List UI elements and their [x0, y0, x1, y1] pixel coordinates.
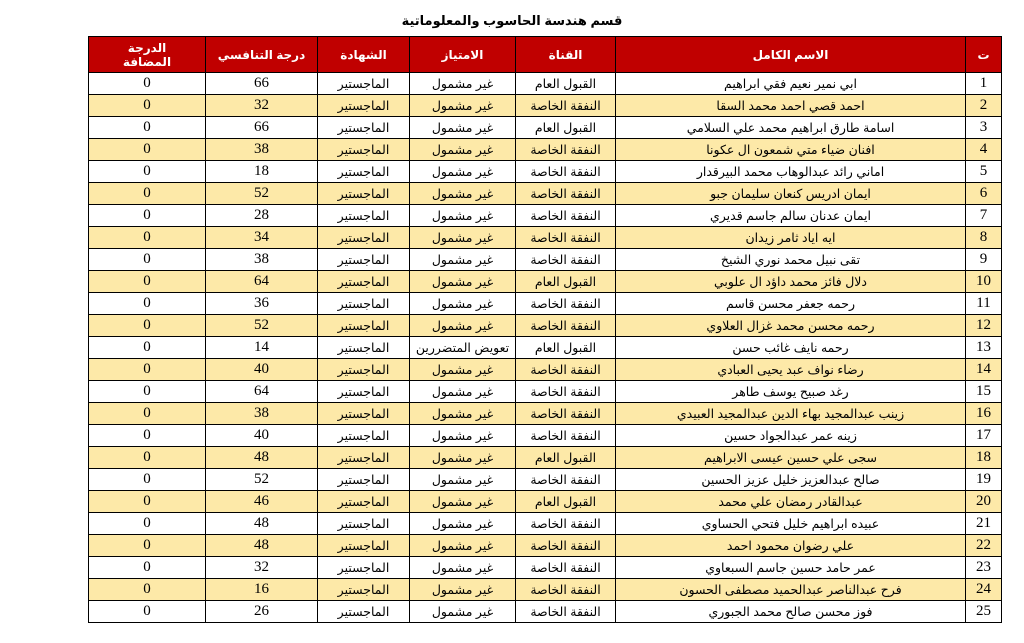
cell-privilege: غير مشمول [410, 205, 516, 227]
cell-channel: النفقة الخاصة [516, 249, 616, 271]
cell-channel: النفقة الخاصة [516, 161, 616, 183]
cell-channel: القبول العام [516, 117, 616, 139]
cell-certificate: الماجستير [318, 139, 410, 161]
cell-certificate: الماجستير [318, 601, 410, 623]
cell-channel: النفقة الخاصة [516, 535, 616, 557]
cell-name: صالح عبدالعزيز خليل عزيز الحسين [616, 469, 966, 491]
cell-privilege: غير مشمول [410, 579, 516, 601]
cell-score: 46 [206, 491, 318, 513]
cell-score: 52 [206, 469, 318, 491]
cell-certificate: الماجستير [318, 403, 410, 425]
cell-score: 38 [206, 249, 318, 271]
cell-name: رحمه نايف غائب حسن [616, 337, 966, 359]
cell-channel: النفقة الخاصة [516, 579, 616, 601]
cell-name: ايمان ادريس كنعان سليمان جبو [616, 183, 966, 205]
cell-added: 0 [89, 117, 206, 139]
cell-certificate: الماجستير [318, 271, 410, 293]
cell-name: فرح عبدالناصر عبدالحميد مصطفى الحسون [616, 579, 966, 601]
cell-name: اسامة طارق ابراهيم محمد علي السلامي [616, 117, 966, 139]
cell-num: 9 [966, 249, 1002, 271]
cell-name: عبيده ابراهيم خليل فتحي الحساوي [616, 513, 966, 535]
cell-name: ايمان عدنان سالم جاسم قديري [616, 205, 966, 227]
cell-certificate: الماجستير [318, 337, 410, 359]
cell-privilege: غير مشمول [410, 183, 516, 205]
cell-added: 0 [89, 205, 206, 227]
cell-certificate: الماجستير [318, 491, 410, 513]
cell-name: دلال فائز محمد داؤد ال علوبي [616, 271, 966, 293]
cell-certificate: الماجستير [318, 183, 410, 205]
header-added-line1: الدرجة [127, 40, 167, 55]
cell-num: 5 [966, 161, 1002, 183]
cell-added: 0 [89, 293, 206, 315]
cell-certificate: الماجستير [318, 447, 410, 469]
cell-privilege: غير مشمول [410, 315, 516, 337]
cell-score: 16 [206, 579, 318, 601]
cell-added: 0 [89, 513, 206, 535]
cell-added: 0 [89, 161, 206, 183]
cell-num: 14 [966, 359, 1002, 381]
cell-name: احمد قصي احمد محمد السقا [616, 95, 966, 117]
table-row [89, 425, 1002, 447]
cell-name: عبدالقادر رمضان علي محمد [616, 491, 966, 513]
cell-privilege: غير مشمول [410, 139, 516, 161]
header-num: ت [966, 37, 1002, 73]
table-body [89, 73, 1002, 623]
cell-channel: النفقة الخاصة [516, 227, 616, 249]
header-added-line2: المضافة [122, 54, 172, 69]
cell-added: 0 [89, 271, 206, 293]
table-row [89, 491, 1002, 513]
cell-added: 0 [89, 557, 206, 579]
cell-channel: النفقة الخاصة [516, 403, 616, 425]
table-row [89, 337, 1002, 359]
cell-channel: القبول العام [516, 73, 616, 95]
table-row [89, 557, 1002, 579]
cell-added: 0 [89, 95, 206, 117]
cell-added: 0 [89, 403, 206, 425]
cell-certificate: الماجستير [318, 161, 410, 183]
cell-score: 40 [206, 359, 318, 381]
table-row [89, 117, 1002, 139]
cell-certificate: الماجستير [318, 249, 410, 271]
table-row [89, 271, 1002, 293]
cell-score: 36 [206, 293, 318, 315]
cell-name: رضاء نواف عبد يحيى العبادي [616, 359, 966, 381]
table-row [89, 139, 1002, 161]
cell-num: 22 [966, 535, 1002, 557]
cell-privilege: غير مشمول [410, 293, 516, 315]
cell-score: 64 [206, 381, 318, 403]
cell-added: 0 [89, 491, 206, 513]
cell-privilege: غير مشمول [410, 447, 516, 469]
cell-num: 15 [966, 381, 1002, 403]
cell-num: 17 [966, 425, 1002, 447]
cell-privilege: غير مشمول [410, 249, 516, 271]
cell-score: 34 [206, 227, 318, 249]
cell-privilege: غير مشمول [410, 513, 516, 535]
cell-num: 23 [966, 557, 1002, 579]
table-row [89, 403, 1002, 425]
cell-name: ايه اياد ثامر زيدان [616, 227, 966, 249]
cell-certificate: الماجستير [318, 513, 410, 535]
cell-privilege: غير مشمول [410, 227, 516, 249]
cell-channel: القبول العام [516, 271, 616, 293]
cell-score: 26 [206, 601, 318, 623]
table-row [89, 205, 1002, 227]
table-row [89, 293, 1002, 315]
table-row [89, 73, 1002, 95]
results-table [88, 36, 1002, 623]
cell-privilege: غير مشمول [410, 359, 516, 381]
cell-privilege: غير مشمول [410, 601, 516, 623]
cell-channel: النفقة الخاصة [516, 95, 616, 117]
cell-num: 10 [966, 271, 1002, 293]
cell-channel: النفقة الخاصة [516, 381, 616, 403]
cell-score: 38 [206, 403, 318, 425]
cell-privilege: غير مشمول [410, 73, 516, 95]
cell-privilege: غير مشمول [410, 403, 516, 425]
cell-score: 40 [206, 425, 318, 447]
cell-privilege: غير مشمول [410, 535, 516, 557]
cell-num: 20 [966, 491, 1002, 513]
cell-num: 7 [966, 205, 1002, 227]
cell-name: علي رضوان محمود احمد [616, 535, 966, 557]
cell-channel: النفقة الخاصة [516, 469, 616, 491]
header-row [89, 37, 1002, 73]
cell-num: 1 [966, 73, 1002, 95]
cell-score: 48 [206, 447, 318, 469]
table-row [89, 359, 1002, 381]
cell-name: زينه عمر عبدالجواد حسين [616, 425, 966, 447]
cell-privilege: غير مشمول [410, 557, 516, 579]
cell-name: زينب عبدالمجيد بهاء الدين عبدالمجيد العبيدي [616, 403, 966, 425]
cell-channel: النفقة الخاصة [516, 557, 616, 579]
cell-num: 4 [966, 139, 1002, 161]
cell-privilege: غير مشمول [410, 381, 516, 403]
cell-privilege: تعويض المتضررين [410, 337, 516, 359]
cell-certificate: الماجستير [318, 205, 410, 227]
table-row [89, 535, 1002, 557]
cell-num: 25 [966, 601, 1002, 623]
cell-score: 18 [206, 161, 318, 183]
page-title: قسم هندسة الحاسوب والمعلوماتية [401, 13, 623, 28]
cell-name: فوز محسن صالح محمد الجبوري [616, 601, 966, 623]
table-row [89, 249, 1002, 271]
cell-privilege: غير مشمول [410, 469, 516, 491]
cell-score: 48 [206, 535, 318, 557]
cell-score: 32 [206, 557, 318, 579]
table-row [89, 579, 1002, 601]
cell-added: 0 [89, 227, 206, 249]
cell-num: 6 [966, 183, 1002, 205]
table-row [89, 513, 1002, 535]
cell-added: 0 [89, 579, 206, 601]
cell-name: اماني رائد عبدالوهاب محمد البيرقدار [616, 161, 966, 183]
cell-certificate: الماجستير [318, 469, 410, 491]
header-name: الاسم الكامل [616, 37, 966, 73]
table-row [89, 381, 1002, 403]
cell-score: 28 [206, 205, 318, 227]
cell-name: رحمه جعفر محسن قاسم [616, 293, 966, 315]
table-row [89, 183, 1002, 205]
cell-added: 0 [89, 183, 206, 205]
cell-num: 2 [966, 95, 1002, 117]
cell-channel: النفقة الخاصة [516, 601, 616, 623]
table-row [89, 315, 1002, 337]
cell-num: 19 [966, 469, 1002, 491]
cell-certificate: الماجستير [318, 227, 410, 249]
cell-certificate: الماجستير [318, 579, 410, 601]
cell-certificate: الماجستير [318, 315, 410, 337]
header-score: درجة التنافسي [206, 37, 318, 73]
cell-added: 0 [89, 315, 206, 337]
cell-privilege: غير مشمول [410, 161, 516, 183]
cell-privilege: غير مشمول [410, 271, 516, 293]
cell-score: 64 [206, 271, 318, 293]
table-row [89, 447, 1002, 469]
cell-added: 0 [89, 249, 206, 271]
cell-channel: النفقة الخاصة [516, 425, 616, 447]
cell-added: 0 [89, 447, 206, 469]
cell-score: 52 [206, 183, 318, 205]
cell-num: 11 [966, 293, 1002, 315]
cell-added: 0 [89, 535, 206, 557]
cell-channel: النفقة الخاصة [516, 183, 616, 205]
cell-privilege: غير مشمول [410, 425, 516, 447]
cell-channel: النفقة الخاصة [516, 315, 616, 337]
cell-certificate: الماجستير [318, 535, 410, 557]
cell-added: 0 [89, 469, 206, 491]
cell-num: 3 [966, 117, 1002, 139]
cell-num: 24 [966, 579, 1002, 601]
cell-privilege: غير مشمول [410, 95, 516, 117]
cell-name: سجى علي حسين عيسى الابراهيم [616, 447, 966, 469]
cell-num: 16 [966, 403, 1002, 425]
cell-certificate: الماجستير [318, 73, 410, 95]
cell-certificate: الماجستير [318, 557, 410, 579]
cell-added: 0 [89, 337, 206, 359]
cell-certificate: الماجستير [318, 293, 410, 315]
header-added [89, 37, 206, 73]
cell-certificate: الماجستير [318, 359, 410, 381]
cell-added: 0 [89, 601, 206, 623]
cell-channel: النفقة الخاصة [516, 359, 616, 381]
cell-score: 66 [206, 117, 318, 139]
cell-channel: القبول العام [516, 337, 616, 359]
table-row [89, 601, 1002, 623]
cell-score: 48 [206, 513, 318, 535]
header-privilege: الامتياز [410, 37, 516, 73]
table-row [89, 161, 1002, 183]
header-channel: القناة [516, 37, 616, 73]
cell-channel: النفقة الخاصة [516, 513, 616, 535]
cell-channel: النفقة الخاصة [516, 205, 616, 227]
cell-score: 52 [206, 315, 318, 337]
table-header [89, 37, 1002, 73]
cell-num: 12 [966, 315, 1002, 337]
cell-channel: النفقة الخاصة [516, 139, 616, 161]
cell-num: 21 [966, 513, 1002, 535]
cell-num: 18 [966, 447, 1002, 469]
cell-privilege: غير مشمول [410, 117, 516, 139]
table-row [89, 95, 1002, 117]
cell-privilege: غير مشمول [410, 491, 516, 513]
cell-certificate: الماجستير [318, 95, 410, 117]
cell-certificate: الماجستير [318, 425, 410, 447]
cell-channel: القبول العام [516, 491, 616, 513]
cell-score: 14 [206, 337, 318, 359]
cell-score: 66 [206, 73, 318, 95]
cell-name: رغد صبيح يوسف طاهر [616, 381, 966, 403]
cell-channel: القبول العام [516, 447, 616, 469]
cell-name: تقى نبيل محمد نوري الشيخ [616, 249, 966, 271]
cell-num: 8 [966, 227, 1002, 249]
cell-channel: النفقة الخاصة [516, 293, 616, 315]
cell-added: 0 [89, 359, 206, 381]
cell-num: 13 [966, 337, 1002, 359]
cell-score: 38 [206, 139, 318, 161]
cell-name: افنان ضياء متي شمعون ال عكونا [616, 139, 966, 161]
cell-score: 32 [206, 95, 318, 117]
cell-certificate: الماجستير [318, 117, 410, 139]
cell-added: 0 [89, 425, 206, 447]
header-certificate: الشهادة [318, 37, 410, 73]
cell-name: عمر حامد حسين جاسم السبعاوي [616, 557, 966, 579]
table-row [89, 227, 1002, 249]
cell-added: 0 [89, 139, 206, 161]
cell-name: رحمه محسن محمد غزال العلاوي [616, 315, 966, 337]
cell-added: 0 [89, 381, 206, 403]
cell-certificate: الماجستير [318, 381, 410, 403]
table-row [89, 469, 1002, 491]
cell-name: ابي نمير نعيم فقي ابراهيم [616, 73, 966, 95]
cell-added: 0 [89, 73, 206, 95]
